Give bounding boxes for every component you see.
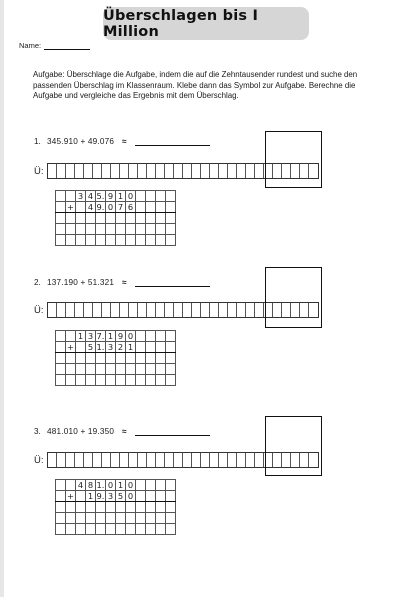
grid-cell[interactable]	[138, 453, 147, 467]
calc-cell[interactable]	[166, 480, 176, 491]
grid-cell[interactable]	[129, 164, 138, 178]
grid-cell[interactable]	[57, 164, 66, 178]
calc-cell[interactable]	[76, 342, 86, 353]
calc-row	[56, 202, 176, 213]
calc-cell[interactable]	[76, 524, 86, 535]
calc-cell[interactable]	[56, 191, 66, 202]
grid-cell[interactable]	[156, 303, 165, 317]
grid-cell[interactable]	[228, 303, 237, 317]
grid-cell[interactable]	[210, 303, 219, 317]
exercise-1-label	[34, 137, 210, 146]
grid-cell[interactable]	[165, 164, 174, 178]
calc-cell[interactable]	[146, 191, 156, 202]
calc-cell[interactable]	[136, 524, 146, 535]
answer-line[interactable]	[135, 137, 210, 146]
calc-cell[interactable]: 5.	[96, 190, 105, 201]
calc-cell[interactable]	[66, 235, 76, 246]
name-label: Name:	[19, 41, 42, 50]
calc-cell[interactable]	[166, 235, 176, 246]
calc-cell[interactable]: +	[67, 490, 74, 501]
calc-cell[interactable]	[56, 480, 66, 491]
calc-cell[interactable]	[146, 502, 156, 513]
calc-cell[interactable]: 3	[106, 342, 116, 353]
grid-cell[interactable]	[246, 164, 255, 178]
calc-cell[interactable]	[166, 342, 176, 353]
grid-cell[interactable]	[174, 453, 183, 467]
grid-cell[interactable]	[84, 453, 93, 467]
symbol-box[interactable]	[265, 416, 322, 476]
calc-cell[interactable]	[106, 353, 116, 364]
grid-cell[interactable]	[228, 164, 237, 178]
calc-cell[interactable]: 9.	[96, 490, 105, 501]
grid-cell[interactable]	[48, 164, 57, 178]
calc-cell[interactable]	[56, 524, 66, 535]
exercise-number: 3.	[34, 427, 41, 436]
calc-cell[interactable]	[166, 502, 176, 513]
approx-symbol: ≈	[122, 278, 127, 287]
title-banner	[103, 7, 309, 40]
calc-cell[interactable]	[76, 213, 86, 224]
grid-cell[interactable]	[156, 453, 165, 467]
calc-cell[interactable]	[66, 191, 76, 202]
calc-cell[interactable]	[136, 342, 146, 353]
calc-cell[interactable]	[126, 235, 136, 246]
calc-cell[interactable]	[146, 513, 156, 524]
calc-cell[interactable]	[166, 513, 176, 524]
calc-row	[56, 524, 176, 535]
calc-cell[interactable]: 1	[76, 331, 86, 342]
calc-cell[interactable]	[66, 224, 76, 235]
calc-cell[interactable]	[56, 342, 66, 353]
calc-cell[interactable]	[106, 213, 116, 224]
calc-cell[interactable]: 0	[126, 480, 136, 491]
calc-cell[interactable]	[156, 502, 166, 513]
calc-cell[interactable]	[166, 364, 176, 375]
calc-cell[interactable]	[126, 513, 136, 524]
calc-cell[interactable]: 5	[116, 491, 126, 502]
calc-cell[interactable]	[156, 213, 166, 224]
calc-cell[interactable]	[146, 235, 156, 246]
grid-cell[interactable]	[210, 453, 219, 467]
calc-cell[interactable]	[136, 202, 146, 213]
exercise-number: 2.	[34, 278, 41, 287]
calc-cell[interactable]	[66, 331, 76, 342]
grid-cell[interactable]	[138, 164, 147, 178]
grid-cell[interactable]	[147, 164, 156, 178]
calc-cell[interactable]	[126, 224, 136, 235]
calc-cell[interactable]: 1	[126, 342, 136, 353]
grid-cell[interactable]	[192, 164, 201, 178]
page-edge	[0, 0, 4, 597]
calc-cell[interactable]: 0	[126, 331, 136, 342]
calc-cell[interactable]	[126, 213, 136, 224]
calc-cell[interactable]: 1	[116, 480, 126, 491]
calc-cell[interactable]	[156, 375, 166, 386]
grid-cell[interactable]	[120, 164, 129, 178]
grid-cell[interactable]	[57, 453, 66, 467]
calc-cell[interactable]	[136, 235, 146, 246]
calc-cell[interactable]	[66, 502, 76, 513]
grid-cell[interactable]	[111, 303, 120, 317]
calc-cell[interactable]	[106, 502, 116, 513]
calc-cell[interactable]	[116, 364, 126, 375]
task-instructions: Aufgabe: Überschlage die Aufgabe, indem die auf die Zehntausender rundest und suche den passenden Überschlag im Klassenraum. Klebe dann das Symbol zur Aufgabe. Berechne die Aufgabe und vergleiche das Ergebnis mit dem Überschlag.	[33, 70, 358, 101]
calc-cell[interactable]	[86, 224, 96, 235]
calc-cell[interactable]	[86, 513, 96, 524]
calc-cell[interactable]	[156, 364, 166, 375]
grid-cell[interactable]	[192, 453, 201, 467]
grid-cell[interactable]	[210, 164, 219, 178]
calc-cell[interactable]	[146, 375, 156, 386]
calculation-grid[interactable]	[55, 330, 176, 386]
grid-cell[interactable]	[84, 303, 93, 317]
exercise-expression: 345.910 + 49.076	[47, 137, 115, 146]
calc-cell[interactable]	[96, 353, 106, 364]
approx-symbol: ≈	[122, 137, 127, 146]
calc-row	[56, 480, 176, 491]
grid-cell[interactable]	[75, 453, 84, 467]
calc-cell[interactable]	[166, 353, 176, 364]
calc-cell[interactable]	[136, 224, 146, 235]
calc-cell[interactable]	[106, 524, 116, 535]
grid-cell[interactable]	[66, 453, 75, 467]
calc-cell[interactable]	[136, 375, 146, 386]
calc-cell[interactable]	[146, 480, 156, 491]
estimate-label: Ü:	[34, 305, 44, 316]
calc-cell[interactable]	[136, 353, 146, 364]
grid-cell[interactable]	[201, 164, 210, 178]
grid-cell[interactable]	[183, 303, 192, 317]
calc-cell[interactable]	[86, 364, 96, 375]
calc-cell[interactable]	[96, 513, 106, 524]
calc-cell[interactable]: 0	[106, 202, 116, 213]
calculation-grid[interactable]	[55, 479, 176, 535]
calc-cell[interactable]: 4	[76, 480, 86, 491]
grid-cell[interactable]	[102, 303, 111, 317]
grid-cell[interactable]	[156, 164, 165, 178]
calc-cell[interactable]	[156, 191, 166, 202]
grid-cell[interactable]	[93, 164, 102, 178]
calc-cell[interactable]	[86, 213, 96, 224]
calc-cell[interactable]	[76, 513, 86, 524]
calc-cell[interactable]	[166, 202, 176, 213]
calculation-grid[interactable]	[55, 190, 176, 246]
grid-cell[interactable]	[237, 164, 246, 178]
calc-cell[interactable]	[96, 524, 106, 535]
calc-cell[interactable]	[76, 202, 86, 213]
calc-cell[interactable]	[146, 353, 156, 364]
calc-cell[interactable]	[126, 353, 136, 364]
calc-cell[interactable]: +	[67, 341, 74, 352]
calc-cell[interactable]	[66, 213, 76, 224]
grid-cell[interactable]	[66, 303, 75, 317]
grid-cell[interactable]	[219, 453, 228, 467]
grid-cell[interactable]	[183, 164, 192, 178]
calc-row	[56, 353, 176, 364]
calc-cell[interactable]	[76, 491, 86, 502]
calc-cell[interactable]	[166, 213, 176, 224]
calc-cell[interactable]	[146, 331, 156, 342]
calc-cell[interactable]	[86, 353, 96, 364]
grid-cell[interactable]	[237, 453, 246, 467]
calc-cell[interactable]	[156, 353, 166, 364]
calc-cell[interactable]: 5	[86, 342, 96, 353]
calc-cell[interactable]	[76, 502, 86, 513]
calc-row	[56, 513, 176, 524]
calc-cell[interactable]	[96, 235, 106, 246]
estimate-label: Ü:	[34, 455, 44, 466]
calc-cell[interactable]	[156, 513, 166, 524]
calc-cell[interactable]	[116, 224, 126, 235]
calc-cell[interactable]	[156, 331, 166, 342]
grid-cell[interactable]	[48, 303, 57, 317]
calc-cell[interactable]	[96, 364, 106, 375]
calc-cell[interactable]: 3	[106, 491, 116, 502]
calc-cell[interactable]	[136, 513, 146, 524]
grid-cell[interactable]	[93, 453, 102, 467]
calc-cell[interactable]: 4	[86, 202, 96, 213]
grid-cell[interactable]	[75, 164, 84, 178]
calc-cell[interactable]: 2	[116, 342, 126, 353]
calc-cell[interactable]	[76, 353, 86, 364]
calc-cell[interactable]	[56, 224, 66, 235]
calc-cell[interactable]: 1	[86, 491, 96, 502]
grid-cell[interactable]	[165, 453, 174, 467]
grid-cell[interactable]	[111, 453, 120, 467]
calc-cell[interactable]: 7.	[96, 330, 105, 341]
calc-cell[interactable]	[126, 364, 136, 375]
calc-cell[interactable]	[116, 375, 126, 386]
calc-cell[interactable]	[106, 235, 116, 246]
grid-cell[interactable]	[75, 303, 84, 317]
calc-cell[interactable]: 0	[126, 191, 136, 202]
calc-row	[56, 191, 176, 202]
grid-cell[interactable]	[102, 164, 111, 178]
calc-cell[interactable]: 9	[116, 331, 126, 342]
estimate-label: Ü:	[34, 166, 44, 177]
grid-cell[interactable]	[102, 453, 111, 467]
calc-cell[interactable]	[106, 513, 116, 524]
grid-cell[interactable]	[219, 164, 228, 178]
calc-cell[interactable]	[166, 524, 176, 535]
grid-cell[interactable]	[219, 303, 228, 317]
exercise-number: 1.	[34, 137, 41, 146]
calc-cell[interactable]: 0	[106, 480, 116, 491]
calc-row	[56, 491, 176, 502]
calc-cell[interactable]	[146, 364, 156, 375]
calc-cell[interactable]	[146, 213, 156, 224]
calc-cell[interactable]: 1.	[96, 479, 105, 490]
calc-cell[interactable]: 4	[86, 191, 96, 202]
calc-cell[interactable]	[96, 375, 106, 386]
calc-row	[56, 331, 176, 342]
grid-cell[interactable]	[228, 453, 237, 467]
grid-cell[interactable]	[246, 303, 255, 317]
calc-cell[interactable]	[56, 213, 66, 224]
exercise-expression: 137.190 + 51.321	[47, 278, 115, 287]
calc-cell[interactable]: 1	[106, 331, 116, 342]
calc-cell[interactable]	[166, 331, 176, 342]
grid-cell[interactable]	[147, 453, 156, 467]
exercise-3-label	[34, 427, 210, 436]
calc-cell[interactable]	[126, 502, 136, 513]
grid-cell[interactable]	[129, 453, 138, 467]
page-title: Überschlagen bis I Million	[103, 7, 259, 40]
approx-symbol: ≈	[122, 427, 127, 436]
grid-cell[interactable]	[129, 303, 138, 317]
name-field	[19, 40, 90, 50]
exercise-2-label	[34, 278, 210, 287]
calc-cell[interactable]	[56, 502, 66, 513]
calc-cell[interactable]	[146, 524, 156, 535]
calc-row	[56, 375, 176, 386]
calc-cell[interactable]	[66, 513, 76, 524]
grid-cell[interactable]	[255, 303, 264, 317]
grid-cell[interactable]	[246, 453, 255, 467]
calc-cell[interactable]	[116, 235, 126, 246]
name-line[interactable]	[44, 40, 90, 50]
grid-cell[interactable]	[48, 453, 57, 467]
calc-cell[interactable]	[136, 331, 146, 342]
symbol-box[interactable]	[265, 131, 322, 188]
calc-cell[interactable]	[56, 375, 66, 386]
grid-cell[interactable]	[255, 453, 264, 467]
calc-cell[interactable]	[86, 502, 96, 513]
grid-cell[interactable]	[192, 303, 201, 317]
answer-line[interactable]	[135, 427, 210, 436]
calc-cell[interactable]	[146, 342, 156, 353]
calc-cell[interactable]	[76, 235, 86, 246]
calc-cell[interactable]: 3	[86, 331, 96, 342]
calc-cell[interactable]	[166, 375, 176, 386]
calc-cell[interactable]	[146, 224, 156, 235]
calc-cell[interactable]: 3	[76, 191, 86, 202]
calc-row	[56, 502, 176, 513]
calc-cell[interactable]	[166, 224, 176, 235]
calc-cell[interactable]	[116, 524, 126, 535]
calc-cell[interactable]	[96, 224, 106, 235]
calc-cell[interactable]	[126, 375, 136, 386]
calc-cell[interactable]	[156, 202, 166, 213]
grid-cell[interactable]	[57, 303, 66, 317]
calc-cell[interactable]	[116, 502, 126, 513]
calc-cell[interactable]	[156, 480, 166, 491]
calc-cell[interactable]	[136, 191, 146, 202]
calc-cell[interactable]	[76, 364, 86, 375]
calc-cell[interactable]	[116, 353, 126, 364]
calc-cell[interactable]: 1	[116, 191, 126, 202]
calc-cell[interactable]	[166, 191, 176, 202]
symbol-box[interactable]	[265, 267, 322, 328]
exercise-expression: 481.010 + 19.350	[47, 427, 115, 436]
calc-cell[interactable]	[116, 213, 126, 224]
calc-cell[interactable]	[156, 524, 166, 535]
grid-cell[interactable]	[183, 453, 192, 467]
grid-cell[interactable]	[147, 303, 156, 317]
grid-cell[interactable]	[93, 303, 102, 317]
calc-cell[interactable]	[106, 375, 116, 386]
calc-cell[interactable]	[86, 235, 96, 246]
calc-cell[interactable]	[136, 480, 146, 491]
calc-row	[56, 224, 176, 235]
calc-cell[interactable]	[86, 524, 96, 535]
calc-cell[interactable]	[156, 491, 166, 502]
calc-cell[interactable]	[146, 491, 156, 502]
calc-cell[interactable]	[136, 491, 146, 502]
calc-cell[interactable]	[96, 502, 106, 513]
calc-cell[interactable]: 9	[106, 191, 116, 202]
grid-cell[interactable]	[237, 303, 246, 317]
calc-cell[interactable]: 6	[126, 202, 136, 213]
grid-cell[interactable]	[66, 164, 75, 178]
calc-cell[interactable]	[66, 375, 76, 386]
calc-cell[interactable]	[156, 235, 166, 246]
calc-cell[interactable]	[86, 375, 96, 386]
grid-cell[interactable]	[201, 303, 210, 317]
grid-cell[interactable]	[120, 453, 129, 467]
grid-cell[interactable]	[111, 164, 120, 178]
calc-cell[interactable]	[126, 524, 136, 535]
calc-cell[interactable]	[56, 364, 66, 375]
calc-cell[interactable]	[146, 202, 156, 213]
calc-cell[interactable]	[96, 213, 106, 224]
answer-line[interactable]	[135, 278, 210, 287]
calc-row	[56, 235, 176, 246]
calc-cell[interactable]	[106, 364, 116, 375]
grid-cell[interactable]	[201, 453, 210, 467]
grid-cell[interactable]	[138, 303, 147, 317]
calc-cell[interactable]	[66, 480, 76, 491]
calc-cell[interactable]: 7	[116, 202, 126, 213]
calc-cell[interactable]: 1.	[96, 341, 105, 352]
calc-cell[interactable]: 9.	[96, 201, 105, 212]
calc-cell[interactable]	[136, 364, 146, 375]
grid-cell[interactable]	[120, 303, 129, 317]
calc-cell[interactable]	[66, 364, 76, 375]
grid-cell[interactable]	[174, 164, 183, 178]
grid-cell[interactable]	[174, 303, 183, 317]
calc-cell[interactable]	[56, 491, 66, 502]
calc-cell[interactable]	[136, 213, 146, 224]
grid-cell[interactable]	[255, 164, 264, 178]
calc-row	[56, 213, 176, 224]
calc-cell[interactable]	[56, 202, 66, 213]
calc-cell[interactable]	[56, 353, 66, 364]
grid-cell[interactable]	[165, 303, 174, 317]
calc-cell[interactable]: 8	[86, 480, 96, 491]
calc-cell[interactable]	[56, 235, 66, 246]
calc-cell[interactable]	[56, 513, 66, 524]
calc-cell[interactable]: +	[67, 201, 74, 212]
calc-cell[interactable]	[156, 342, 166, 353]
calc-cell[interactable]	[76, 224, 86, 235]
calc-cell[interactable]	[156, 224, 166, 235]
calc-cell[interactable]	[66, 353, 76, 364]
calc-cell[interactable]	[136, 502, 146, 513]
calc-cell[interactable]: 0	[126, 491, 136, 502]
calc-cell[interactable]	[76, 375, 86, 386]
calc-row	[56, 342, 176, 353]
calc-row	[56, 364, 176, 375]
calc-cell[interactable]	[66, 524, 76, 535]
grid-cell[interactable]	[84, 164, 93, 178]
calc-cell[interactable]	[106, 224, 116, 235]
calc-cell[interactable]	[166, 491, 176, 502]
calc-cell[interactable]	[116, 513, 126, 524]
calc-cell[interactable]	[56, 331, 66, 342]
